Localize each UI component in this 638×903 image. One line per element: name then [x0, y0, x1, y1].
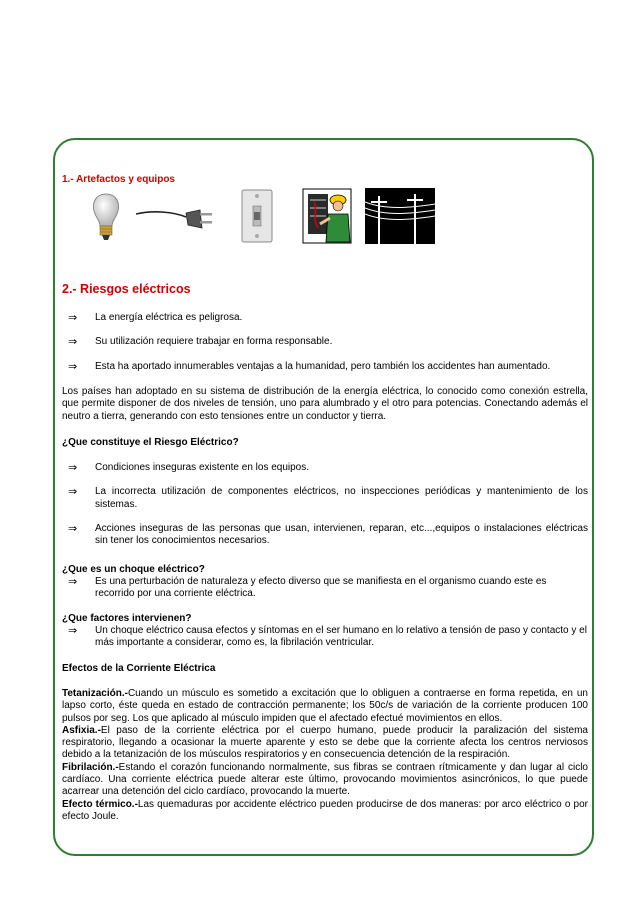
- section2-paragraph: Los países han adoptado en su sistema de distribución de la energía eléctrica, lo conocido como conexión estrella, que permite disponer de dos niveles de tensión, uno para alumbrado y el otro para potencias. Conectando además el neutro a tierra, generando con esto tensiones entre un conductor y tierra.: [62, 386, 588, 422]
- list-item-text: Es una perturbación de naturaleza y efecto diverso que se manifiesta en el organismo cuando este es recorrido por una corriente eléctrica.: [95, 576, 547, 600]
- light-switch-icon: [240, 188, 274, 244]
- factores-heading: ¿Que factores intervienen?: [62, 613, 192, 624]
- arrow-icon: ⇒: [68, 312, 78, 324]
- equipment-icons: [62, 186, 588, 246]
- list-item-text: La energía eléctrica es peligrosa.: [95, 312, 243, 323]
- efecto-item: [62, 762, 588, 799]
- list-item: [62, 336, 588, 348]
- arrow-icon: ⇒: [68, 360, 78, 373]
- arrow-icon: ⇒: [68, 336, 78, 349]
- section1-title: 1.- Artefactos y equipos: [62, 174, 175, 185]
- efecto-term: Asfixia.-: [62, 724, 101, 736]
- efecto-text: Estando el corazón funcionando normalmente, sus fibras se contraen rítmicamente y dan lugar al ciclo cardíaco. Una corriente eléctrica puede alterar este último, provocando movimientos asincrónicos, lo que puede acarrear una detención del ciclo cardíaco, provocando la muerte.: [62, 761, 588, 798]
- list-item: [62, 523, 588, 548]
- efecto-text: El paso de la corriente eléctrica por el cuerpo humano, puede producir la paralización del sistema respiratorio, llegando a ocasionar la muerte aparente y esto se debe que la corriente afecta los centros nerviosos debido a la tetanización de los músculos respiratorios y en consecuencia detención de la respiración.: [62, 724, 588, 761]
- list-item-text: La incorrecta utilización de componentes eléctricos, no inspecciones periódicas y mantenimiento de los sistemas.: [95, 486, 588, 510]
- efecto-text: Cuando un músculo es sometido a excitación que lo obliguen a contraerse en forma repetida, en un lapso corto, éste queda en estado de contracción permanente; los 50c/s de variación de la corriente producen 100 pulsos por seg. Los que aplicado al músculo impiden que el afectado efectué movimientos en ellos.: [62, 688, 588, 724]
- list-item-text: Acciones inseguras de las personas que usan, intervienen, reparan, etc...,equipos o instalaciones eléctricas sin tener los conocimientos necesarios.: [95, 522, 588, 547]
- list-item-text: Esta ha aportado innumerables ventajas a la humanidad, pero también los accidentes han aumentado.: [95, 360, 551, 372]
- list-item: [62, 625, 588, 650]
- electrician-worker-icon: [302, 188, 352, 244]
- list-item: [62, 312, 588, 324]
- arrow-icon: ⇒: [68, 576, 78, 588]
- choque-bullets: [62, 576, 588, 601]
- electric-plug-icon: [134, 204, 216, 234]
- list-item-text: Condiciones inseguras existente en los equipos.: [95, 462, 310, 473]
- list-item: [62, 486, 588, 511]
- power-lines-icon: [365, 188, 435, 244]
- list-item-text: Su utilización requiere trabajar en forma responsable.: [95, 336, 333, 348]
- light-bulb-icon: [90, 192, 122, 246]
- riesgo-heading: ¿Que constituye el Riesgo Eléctrico?: [62, 437, 239, 448]
- arrow-icon: ⇒: [68, 486, 78, 499]
- section2-bullets: [62, 312, 588, 373]
- list-item: [62, 361, 588, 373]
- efectos-list: [62, 688, 588, 823]
- efecto-term: Efecto térmico.-: [62, 798, 138, 810]
- arrow-icon: ⇒: [68, 462, 78, 474]
- list-item: [62, 576, 588, 601]
- list-item: [62, 462, 588, 474]
- efecto-term: Tetanización.-: [62, 688, 128, 699]
- riesgo-bullets: [62, 462, 588, 547]
- arrow-icon: ⇒: [68, 522, 78, 535]
- efecto-item: [62, 725, 588, 762]
- efecto-term: Fibrilación.-: [62, 761, 119, 773]
- efecto-item: [62, 688, 588, 725]
- efecto-text: Las quemaduras por accidente eléctrico pueden producirse de dos maneras: por arco eléctrico o por efecto Joule.: [62, 798, 588, 822]
- efectos-heading: Efectos de la Corriente Eléctrica: [62, 663, 216, 674]
- section2-title: 2.- Riesgos eléctricos: [62, 282, 191, 296]
- factores-bullets: [62, 625, 588, 650]
- arrow-icon: ⇒: [68, 625, 78, 637]
- choque-heading: ¿Que es un choque eléctrico?: [62, 564, 205, 575]
- list-item-text: Un choque eléctrico causa efectos y síntomas en el ser humano en lo relativo a tensión de paso y contacto y el más importante a considerar, como es, la fibrilación ventricular.: [95, 625, 587, 649]
- efecto-item: [62, 799, 588, 824]
